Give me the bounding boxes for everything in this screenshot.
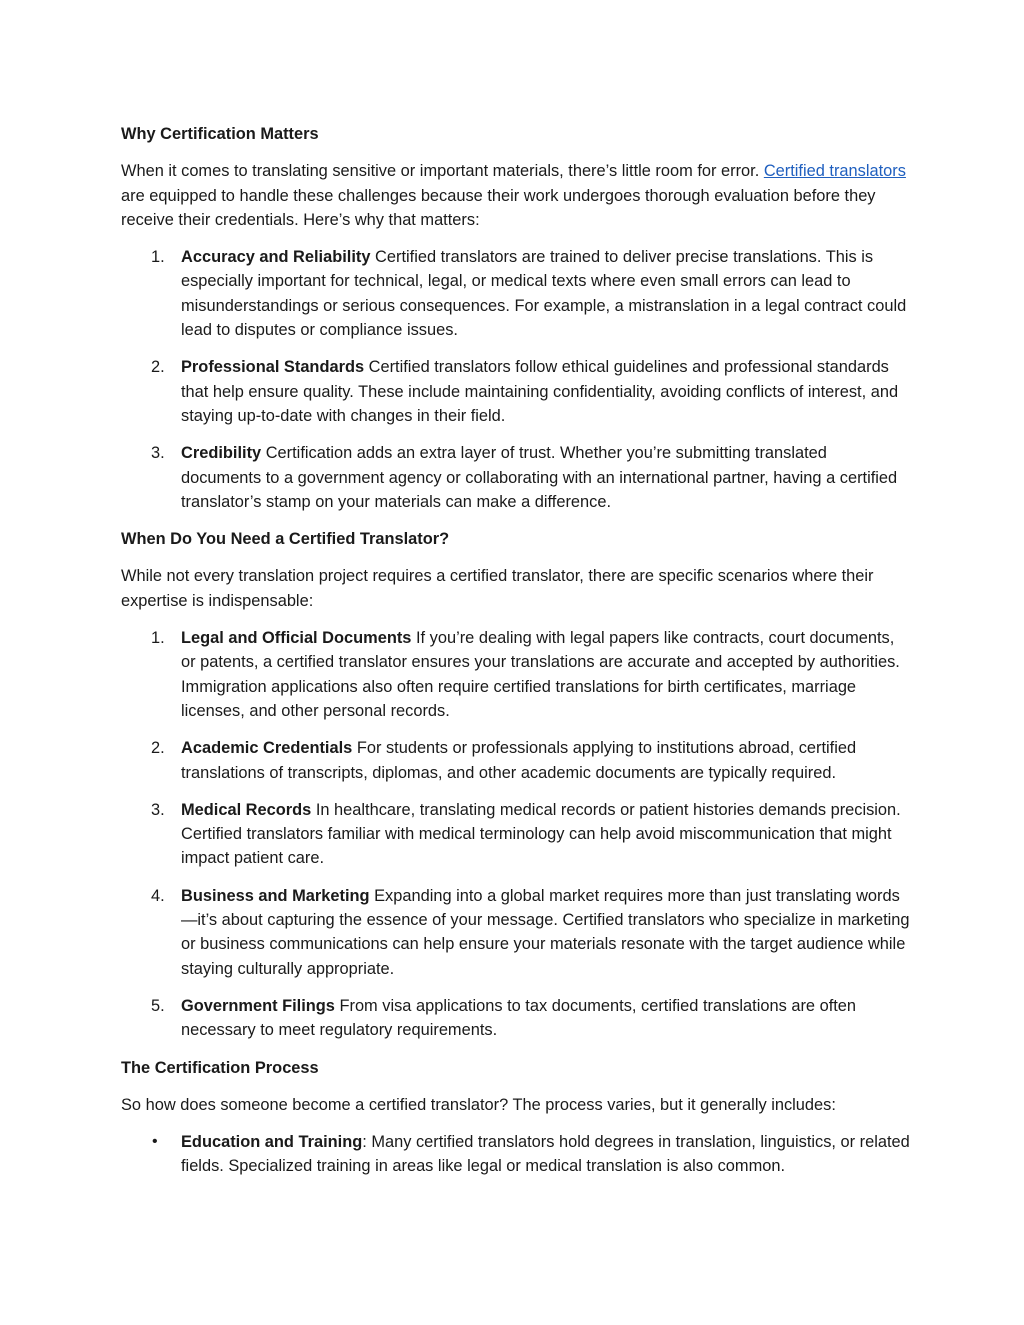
- when-needed-list: [121, 626, 911, 1042]
- section-intro-when-needed: While not every translation project requires a certified translator, there are specific scenarios where their expertise is indispensable:: [121, 567, 874, 610]
- list-item-title: Credibility: [181, 444, 262, 463]
- list-item-title: Education and Training: [181, 1133, 363, 1152]
- list-number: 2.: [151, 739, 165, 758]
- list-item-title: Accuracy and Reliability: [181, 248, 371, 267]
- list-item-text: For students or professionals applying to institutions abroad, certified translations of transcripts, diplomas, and other academic documents are typically required.: [181, 739, 857, 782]
- list-item: [121, 245, 911, 342]
- list-item-text: Certified translators follow ethical guidelines and professional standards that help ensure quality. These include maintaining confidentiality, avoiding conflicts of interest, and staying up-to-date with changes in their field.: [181, 358, 899, 425]
- document-page: [121, 122, 911, 1192]
- list-item-text: Expanding into a global market requires more than just translating words—it’s about capturing the essence of your message. Certified translators who specialize in marketing or business communications can help ensure your materials resonate with the target audience while staying culturally appropriate.: [181, 886, 910, 978]
- list-item-title: Academic Credentials: [181, 739, 353, 758]
- list-item: [121, 626, 911, 723]
- list-number: 3.: [151, 800, 165, 819]
- list-item-text: Certified translators are trained to deliver precise translations. This is especially important for technical, legal, or medical texts where even small errors can lead to misunderstandings or serious consequences. For example, a mistranslation in a legal contract could lead to disputes or compliance issues.: [181, 248, 907, 340]
- list-number: 5.: [151, 996, 165, 1015]
- list-item: [121, 994, 911, 1043]
- list-item: [121, 736, 911, 785]
- list-item-text: From visa applications to tax documents, certified translations are often necessary to meet regulatory requirements.: [181, 996, 857, 1040]
- list-item: [121, 798, 911, 871]
- why-certification-list: [121, 245, 911, 514]
- list-number: 1.: [151, 248, 165, 267]
- list-item-text: If you’re dealing with legal papers like contracts, court documents, or patents, a certified translator ensures your translations are accurate and accepted by authorities. Immigration applications also often require certified translations for birth certificates, marriage licenses, and other personal records.: [181, 629, 900, 720]
- list-item-text: In healthcare, translating medical records or patient histories demands precision. Certified translators familiar with medical terminology can help avoid miscommunication that might impact patient care.: [181, 800, 901, 868]
- list-number: 3.: [151, 444, 165, 463]
- list-item-title: Legal and Official Documents: [181, 629, 412, 648]
- section-intro-why-certification: [121, 159, 911, 232]
- certification-process-list: [121, 1130, 911, 1179]
- list-item-title: Professional Standards: [181, 358, 365, 377]
- list-item-title: Government Filings: [181, 996, 335, 1015]
- list-item-title: Business and Marketing: [181, 886, 370, 905]
- list-item-text: : Many certified translators hold degrees in translation, linguistics, or related fields. Specialized training in areas like legal or medical translation is also common.: [181, 1133, 910, 1176]
- list-item: [121, 1130, 911, 1179]
- list-item: [121, 441, 911, 514]
- list-item-text: Certification adds an extra layer of trust. Whether you’re submitting translated documents to a government agency or collaborating with an international partner, having a certified translator’s stamp on your materials can make a difference.: [181, 444, 898, 511]
- bullet-icon: •: [152, 1133, 158, 1151]
- intro-text-continued: are equipped to handle these challenges because their work undergoes thorough evaluation before they receive their credentials. Here’s why that matters:: [121, 186, 876, 229]
- list-number: 2.: [151, 358, 165, 377]
- list-item-title: Medical Records: [181, 800, 312, 819]
- certified-translators-link[interactable]: Certified translators: [763, 162, 906, 181]
- list-item: [121, 355, 911, 428]
- section-heading-when-needed: When Do You Need a Certified Translator?: [121, 530, 450, 549]
- list-item: [121, 884, 911, 981]
- list-number: 1.: [151, 629, 165, 648]
- list-number: 4.: [151, 886, 165, 905]
- intro-text: When it comes to translating sensitive or important materials, there’s little room for error.: [121, 162, 764, 181]
- section-heading-certification-process: The Certification Process: [121, 1058, 319, 1077]
- section-intro-certification-process: So how does someone become a certified translator? The process varies, but it generally includes:: [121, 1095, 836, 1114]
- section-heading-why-certification: Why Certification Matters: [121, 125, 319, 143]
